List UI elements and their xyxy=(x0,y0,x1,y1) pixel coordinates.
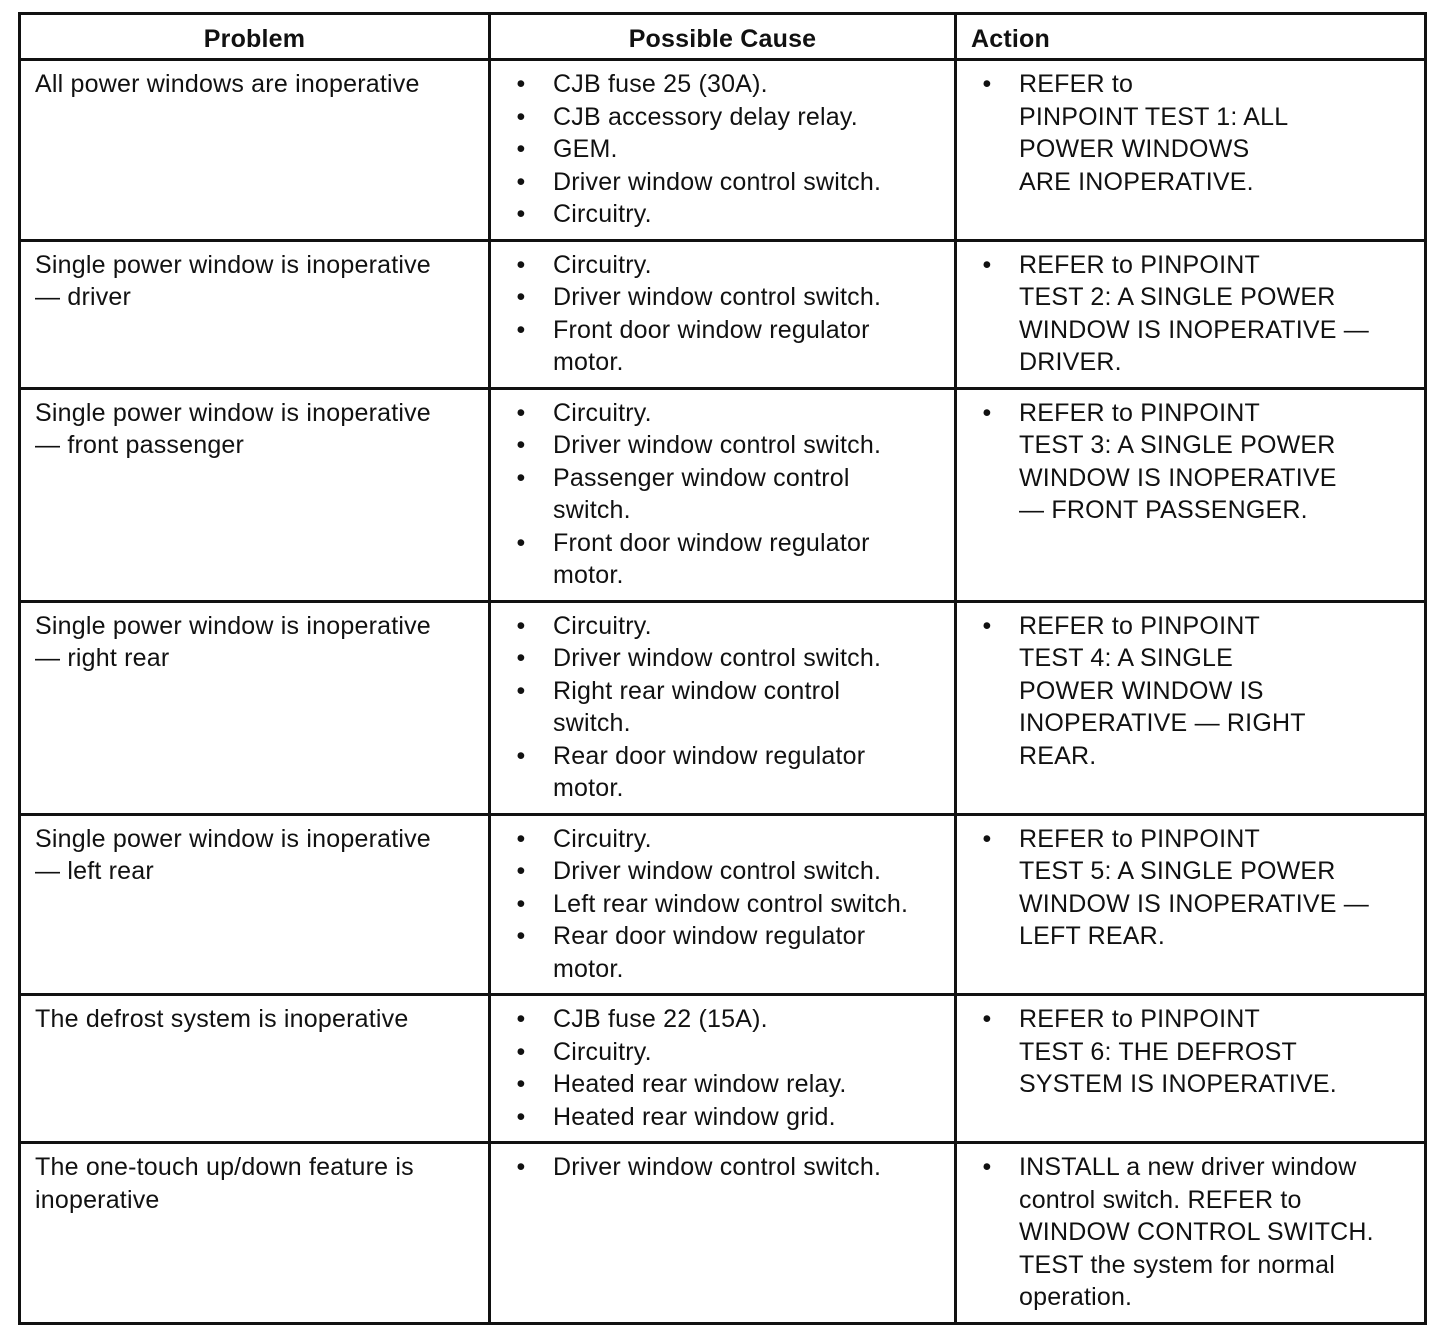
table-row xyxy=(20,240,1426,388)
cause-text: Front door window regulator motor. xyxy=(553,315,870,376)
cause-list xyxy=(505,1003,942,1133)
bullet-icon: • xyxy=(516,250,526,279)
cause-item xyxy=(505,68,942,101)
action-list xyxy=(971,68,1412,198)
cause-text: GEM. xyxy=(553,135,618,163)
action-text: REFER to PINPOINT TEST 6: THE DEFROST SYSTEM IS INOPERATIVE. xyxy=(1019,1005,1337,1098)
table-row xyxy=(20,388,1426,601)
bullet-icon: • xyxy=(516,70,526,98)
bullet-icon: • xyxy=(982,1005,992,1033)
problem-text: Single power window is inoperative — right rear xyxy=(35,611,431,672)
bullet-icon: • xyxy=(516,431,526,459)
action-list xyxy=(971,610,1412,773)
cause-item xyxy=(505,920,942,985)
cause-list xyxy=(505,1151,942,1184)
cause-text: Circuitry. xyxy=(553,200,652,228)
bullet-icon: • xyxy=(982,1153,992,1181)
cause-item xyxy=(505,166,942,199)
action-item xyxy=(971,1151,1412,1314)
cause-list xyxy=(505,68,942,231)
table-row xyxy=(20,995,1426,1143)
action-list xyxy=(971,249,1412,379)
cause-item xyxy=(505,610,942,643)
table-row xyxy=(20,1143,1426,1324)
bullet-icon: • xyxy=(516,676,526,705)
action-cell xyxy=(956,60,1426,241)
header-problem: Problem xyxy=(20,14,490,60)
possible-cause-cell xyxy=(490,60,956,241)
problem-cell xyxy=(20,1143,490,1324)
cause-text: CJB fuse 25 (30A). xyxy=(553,70,768,98)
cause-item xyxy=(505,314,942,379)
bullet-icon: • xyxy=(516,1037,526,1066)
header-possible-cause: Possible Cause xyxy=(490,14,956,60)
problem-text: Single power window is inoperative — left rear xyxy=(35,824,431,885)
action-list xyxy=(971,1003,1412,1101)
cause-item xyxy=(505,397,942,430)
cause-text: Circuitry. xyxy=(553,611,652,640)
cause-list xyxy=(505,249,942,379)
cause-item xyxy=(505,740,942,805)
action-item xyxy=(971,68,1412,198)
bullet-icon: • xyxy=(982,824,992,853)
action-cell xyxy=(956,388,1426,601)
cause-item xyxy=(505,823,942,856)
action-list xyxy=(971,1151,1412,1314)
bullet-icon: • xyxy=(516,889,526,918)
cause-list xyxy=(505,823,942,986)
cause-item xyxy=(505,281,942,314)
problem-text: Single power window is inoperative — front passenger xyxy=(35,398,431,459)
bullet-icon: • xyxy=(516,824,526,853)
bullet-icon: • xyxy=(516,315,526,344)
bullet-icon: • xyxy=(516,1005,526,1033)
bullet-icon: • xyxy=(982,70,992,98)
action-text: REFER to PINPOINT TEST 5: A SINGLE POWER WINDOW IS INOPERATIVE — LEFT REAR. xyxy=(1019,824,1369,950)
cause-text: Circuitry. xyxy=(553,398,652,427)
cause-item xyxy=(505,249,942,282)
table-row xyxy=(20,601,1426,814)
bullet-icon: • xyxy=(516,611,526,640)
bullet-icon: • xyxy=(516,283,526,311)
possible-cause-cell xyxy=(490,814,956,995)
cause-item xyxy=(505,462,942,527)
cause-text: Driver window control switch. xyxy=(553,857,882,885)
cause-text: Driver window control switch. xyxy=(553,167,882,196)
action-item xyxy=(971,249,1412,379)
cause-item xyxy=(505,675,942,740)
cause-text: CJB accessory delay relay. xyxy=(553,102,858,131)
cause-text: Rear door window regulator motor. xyxy=(553,741,866,802)
bullet-icon: • xyxy=(516,1153,526,1181)
problem-cell xyxy=(20,240,490,388)
cause-item xyxy=(505,101,942,134)
action-item xyxy=(971,1003,1412,1101)
cause-text: Rear door window regulator motor. xyxy=(553,922,866,983)
bullet-icon: • xyxy=(982,398,992,427)
action-text: INSTALL a new driver window control switch. REFER to WINDOW CONTROL SWITCH. TEST the system for normal operation. xyxy=(1019,1153,1374,1311)
problem-text: The defrost system is inoperative xyxy=(35,1005,409,1033)
bullet-icon: • xyxy=(516,644,526,672)
cause-item xyxy=(505,198,942,231)
cause-item xyxy=(505,855,942,888)
cause-item xyxy=(505,133,942,166)
possible-cause-cell xyxy=(490,995,956,1143)
header-action: Action xyxy=(956,14,1426,60)
bullet-icon: • xyxy=(516,398,526,427)
cause-item xyxy=(505,429,942,462)
header-row xyxy=(20,14,1426,60)
bullet-icon: • xyxy=(516,167,526,196)
problem-cell xyxy=(20,814,490,995)
cause-text: Heated rear window relay. xyxy=(553,1070,847,1098)
bullet-icon: • xyxy=(982,250,992,279)
diagnostic-table xyxy=(18,12,1427,1325)
cause-item xyxy=(505,1003,942,1036)
cause-text: Front door window regulator motor. xyxy=(553,528,870,589)
action-text: REFER to PINPOINT TEST 3: A SINGLE POWER WINDOW IS INOPERATIVE — FRONT PASSENGER. xyxy=(1019,398,1337,524)
action-text: REFER to PINPOINT TEST 4: A SINGLE POWER WINDOW IS INOPERATIVE — RIGHT REAR. xyxy=(1019,611,1306,770)
problem-text: The one-touch up/down feature is inoperative xyxy=(35,1153,414,1214)
action-cell xyxy=(956,995,1426,1143)
problem-cell xyxy=(20,601,490,814)
cause-item xyxy=(505,1068,942,1101)
cause-text: Circuitry. xyxy=(553,1037,652,1066)
action-item xyxy=(971,610,1412,773)
cause-list xyxy=(505,397,942,592)
table-row xyxy=(20,814,1426,995)
cause-text: Driver window control switch. xyxy=(553,283,882,311)
bullet-icon: • xyxy=(516,1102,526,1131)
cause-text: Left rear window control switch. xyxy=(553,889,909,918)
bullet-icon: • xyxy=(516,922,526,950)
bullet-icon: • xyxy=(516,135,526,163)
cause-text: Right rear window control switch. xyxy=(553,676,841,737)
cause-item xyxy=(505,527,942,592)
action-item xyxy=(971,823,1412,953)
table-body xyxy=(20,60,1426,1324)
bullet-icon: • xyxy=(516,857,526,885)
problem-cell xyxy=(20,995,490,1143)
cause-item xyxy=(505,1036,942,1069)
cause-text: Circuitry. xyxy=(553,824,652,853)
bullet-icon: • xyxy=(516,463,526,492)
table-row xyxy=(20,60,1426,241)
action-text: REFER to PINPOINT TEST 1: ALL POWER WINDOWS ARE INOPERATIVE. xyxy=(1019,70,1289,196)
action-cell xyxy=(956,240,1426,388)
problem-cell xyxy=(20,388,490,601)
cause-text: Driver window control switch. xyxy=(553,431,882,459)
cause-text: Driver window control switch. xyxy=(553,644,882,672)
possible-cause-cell xyxy=(490,601,956,814)
cause-list xyxy=(505,610,942,805)
problem-cell xyxy=(20,60,490,241)
cause-text: Heated rear window grid. xyxy=(553,1102,836,1131)
bullet-icon: • xyxy=(516,528,526,557)
bullet-icon: • xyxy=(516,200,526,228)
action-list xyxy=(971,823,1412,953)
action-list xyxy=(971,397,1412,527)
cause-item xyxy=(505,1101,942,1134)
cause-item xyxy=(505,1151,942,1184)
problem-text: All power windows are inoperative xyxy=(35,70,420,98)
possible-cause-cell xyxy=(490,240,956,388)
cause-text: CJB fuse 22 (15A). xyxy=(553,1005,768,1033)
cause-item xyxy=(505,642,942,675)
action-text: REFER to PINPOINT TEST 2: A SINGLE POWER WINDOW IS INOPERATIVE — DRIVER. xyxy=(1019,250,1369,376)
bullet-icon: • xyxy=(516,741,526,770)
action-item xyxy=(971,397,1412,527)
problem-text: Single power window is inoperative — driver xyxy=(35,250,431,311)
cause-text: Driver window control switch. xyxy=(553,1153,882,1181)
action-cell xyxy=(956,1143,1426,1324)
action-cell xyxy=(956,601,1426,814)
cause-text: Passenger window control switch. xyxy=(553,463,850,524)
cause-item xyxy=(505,888,942,921)
bullet-icon: • xyxy=(516,102,526,131)
possible-cause-cell xyxy=(490,388,956,601)
action-cell xyxy=(956,814,1426,995)
bullet-icon: • xyxy=(982,611,992,640)
bullet-icon: • xyxy=(516,1070,526,1098)
possible-cause-cell xyxy=(490,1143,956,1324)
cause-text: Circuitry. xyxy=(553,250,652,279)
